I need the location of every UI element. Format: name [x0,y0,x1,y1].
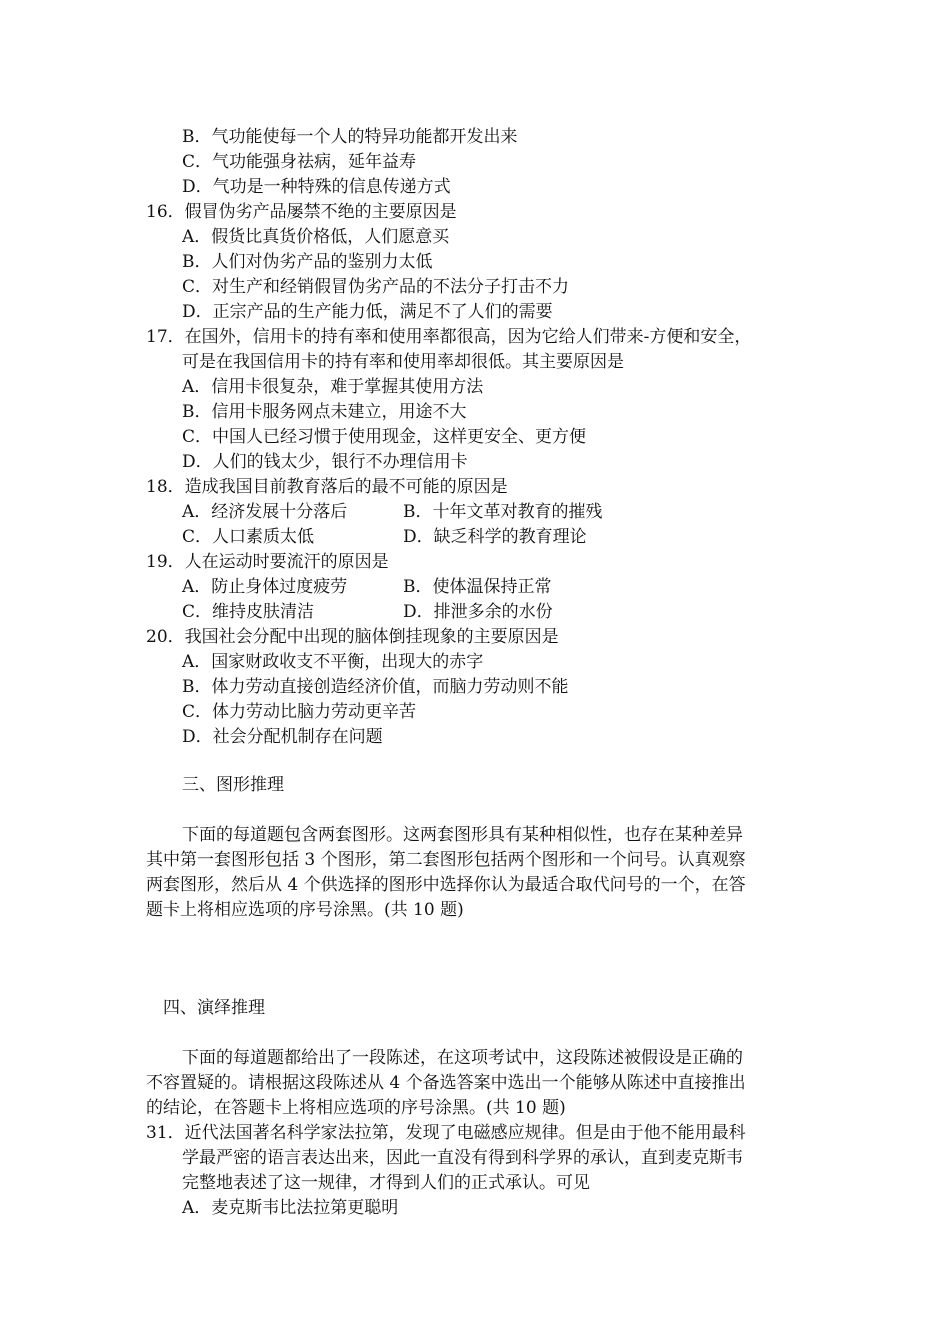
q19-option-b: B．使体温保持正常 [403,577,552,597]
section-4-intro-line1: 下面的每道题都给出了一段陈述，在这项考试中，这段陈述被假设是正确的 [182,1048,743,1068]
section-3-heading: 三、图形推理 [182,775,284,795]
q17-option-b: B．信用卡服务网点未建立，用途不大 [182,402,467,422]
q17-option-c: C．中国人已经习惯于使用现金，这样更安全、更方便 [182,427,587,447]
q19-option-d: D．排泄多余的水份 [403,602,553,622]
section-3-intro-line2: 其中第一套图形包括 3 个图形，第二套图形包括两个图形和一个问号。认真观察 [146,850,746,870]
q15-option-c: C．气功能强身祛病，延年益寿 [182,152,417,172]
q18-stem: 18．造成我国目前教育落后的最不可能的原因是 [146,477,508,497]
section-3-intro-line4: 题卡上将相应选项的序号涂黑。(共 10 题) [146,900,464,920]
q31-stem-line2: 学最严密的语言表达出来，因此一直没有得到科学界的承认，直到麦克斯韦 [182,1148,743,1168]
q18-option-a: A．经济发展十分落后 [182,502,348,522]
q19-option-a: A．防止身体过度疲劳 [182,577,348,597]
q31-stem-line3: 完整地表述了这一规律，才得到人们的正式承认。可见 [182,1173,590,1193]
q20-option-a: A．国家财政收支不平衡，出现大的赤字 [182,652,484,672]
q19-stem: 19．人在运动时要流汗的原因是 [146,552,389,572]
q20-option-d: D．社会分配机制存在问题 [182,727,383,747]
q18-option-b: B．十年文革对教育的摧残 [403,502,603,522]
section-4-heading: 四、演绎推理 [163,998,265,1018]
q31-stem-line1: 31．近代法国著名科学家法拉第，发现了电磁感应规律。但是由于他不能用最科 [146,1123,746,1143]
q31-option-a: A．麦克斯韦比法拉第更聪明 [182,1198,399,1218]
q17-stem-line2: 可是在我国信用卡的持有率和使用率却很低。其主要原因是 [182,352,624,372]
section-4-intro-line2: 不容置疑的。请根据这段陈述从 4 个备选答案中选出一个能够从陈述中直接推出 [146,1073,746,1093]
q20-option-b: B．体力劳动直接创造经济价值，而脑力劳动则不能 [182,677,569,697]
section-3-intro-line1: 下面的每道题包含两套图形。这两套图形具有某种相似性，也存在某种差异 [182,825,743,845]
q16-stem: 16．假冒伪劣产品屡禁不绝的主要原因是 [146,202,457,222]
q19-option-c: C．维持皮肤清洁 [182,602,315,622]
q17-option-d: D．人们的钱太少，银行不办理信用卡 [182,452,468,472]
q17-stem-line1: 17．在国外，信用卡的持有率和使用率都很高，因为它给人们带来-方便和安全， [146,327,752,347]
q17-option-a: A．信用卡很复杂，难于掌握其使用方法 [182,377,484,397]
q18-option-d: D．缺乏科学的教育理论 [403,527,587,547]
q16-option-d: D．正宗产品的生产能力低，满足不了人们的需要 [182,302,553,322]
q20-stem: 20．我国社会分配中出现的脑体倒挂现象的主要原因是 [146,627,559,647]
q16-option-a: A．假货比真货价格低，人们愿意买 [182,227,450,247]
q20-option-c: C．体力劳动比脑力劳动更辛苦 [182,702,417,722]
q16-option-c: C．对生产和经销假冒伪劣产品的不法分子打击不力 [182,277,570,297]
q15-option-d: D．气功是一种特殊的信息传递方式 [182,177,451,197]
q15-option-b: B．气功能使每一个人的特异功能都开发出来 [182,127,518,147]
section-3-intro-line3: 两套图形，然后从 4 个供选择的图形中选择你认为最适合取代问号的一个，在答 [146,875,746,895]
q16-option-b: B．人们对伪劣产品的鉴别力太低 [182,252,433,272]
section-4-intro-line3: 的结论，在答题卡上将相应选项的序号涂黑。(共 10 题) [146,1098,566,1118]
q18-option-c: C．人口素质太低 [182,527,315,547]
